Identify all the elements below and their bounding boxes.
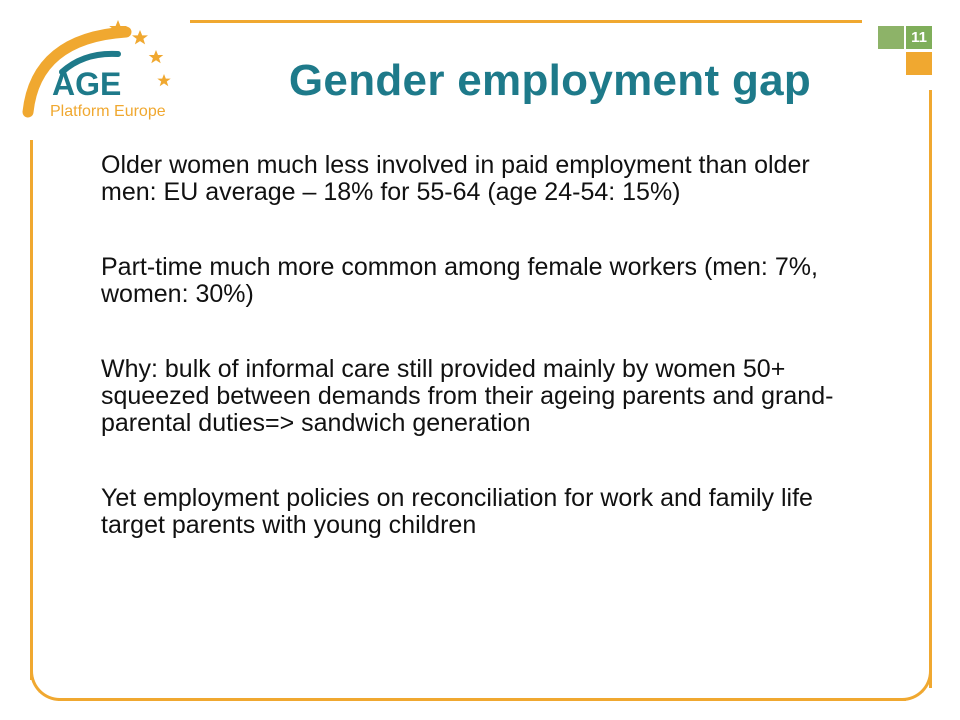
slide-body: [101, 152, 846, 587]
frame-bottom-line: [58, 698, 906, 701]
age-platform-logo: [22, 16, 192, 126]
decorative-square-orange: [906, 52, 932, 75]
frame-top-line: [190, 20, 862, 23]
paragraph-policies: Yet employment policies on reconciliation for work and family life target parents with young children: [101, 484, 813, 539]
logo-subtitle: Platform Europe: [50, 103, 166, 120]
frame-corner-bottom-right: [898, 665, 932, 701]
slide-title: Gender employment gap: [288, 56, 812, 105]
paragraph-employment: Older women much less involved in paid employment than older men: EU average – 18% for 55-64 (age 24-54: 15%): [101, 151, 810, 206]
decorative-square-green: [878, 26, 904, 49]
slide-number: 11: [906, 26, 932, 49]
frame-right-line: [929, 90, 932, 688]
frame-corner-bottom-left: [30, 665, 64, 701]
paragraph-why: Why: bulk of informal care still provided mainly by women 50+ squeezed between demands from their ageing parents and grand-parental duties=> sandwich generation: [101, 355, 834, 437]
paragraph-part-time: Part-time much more common among female workers (men: 7%, women: 30%): [101, 253, 818, 308]
frame-left-line: [30, 140, 33, 680]
logo-name: AGE: [52, 66, 122, 102]
